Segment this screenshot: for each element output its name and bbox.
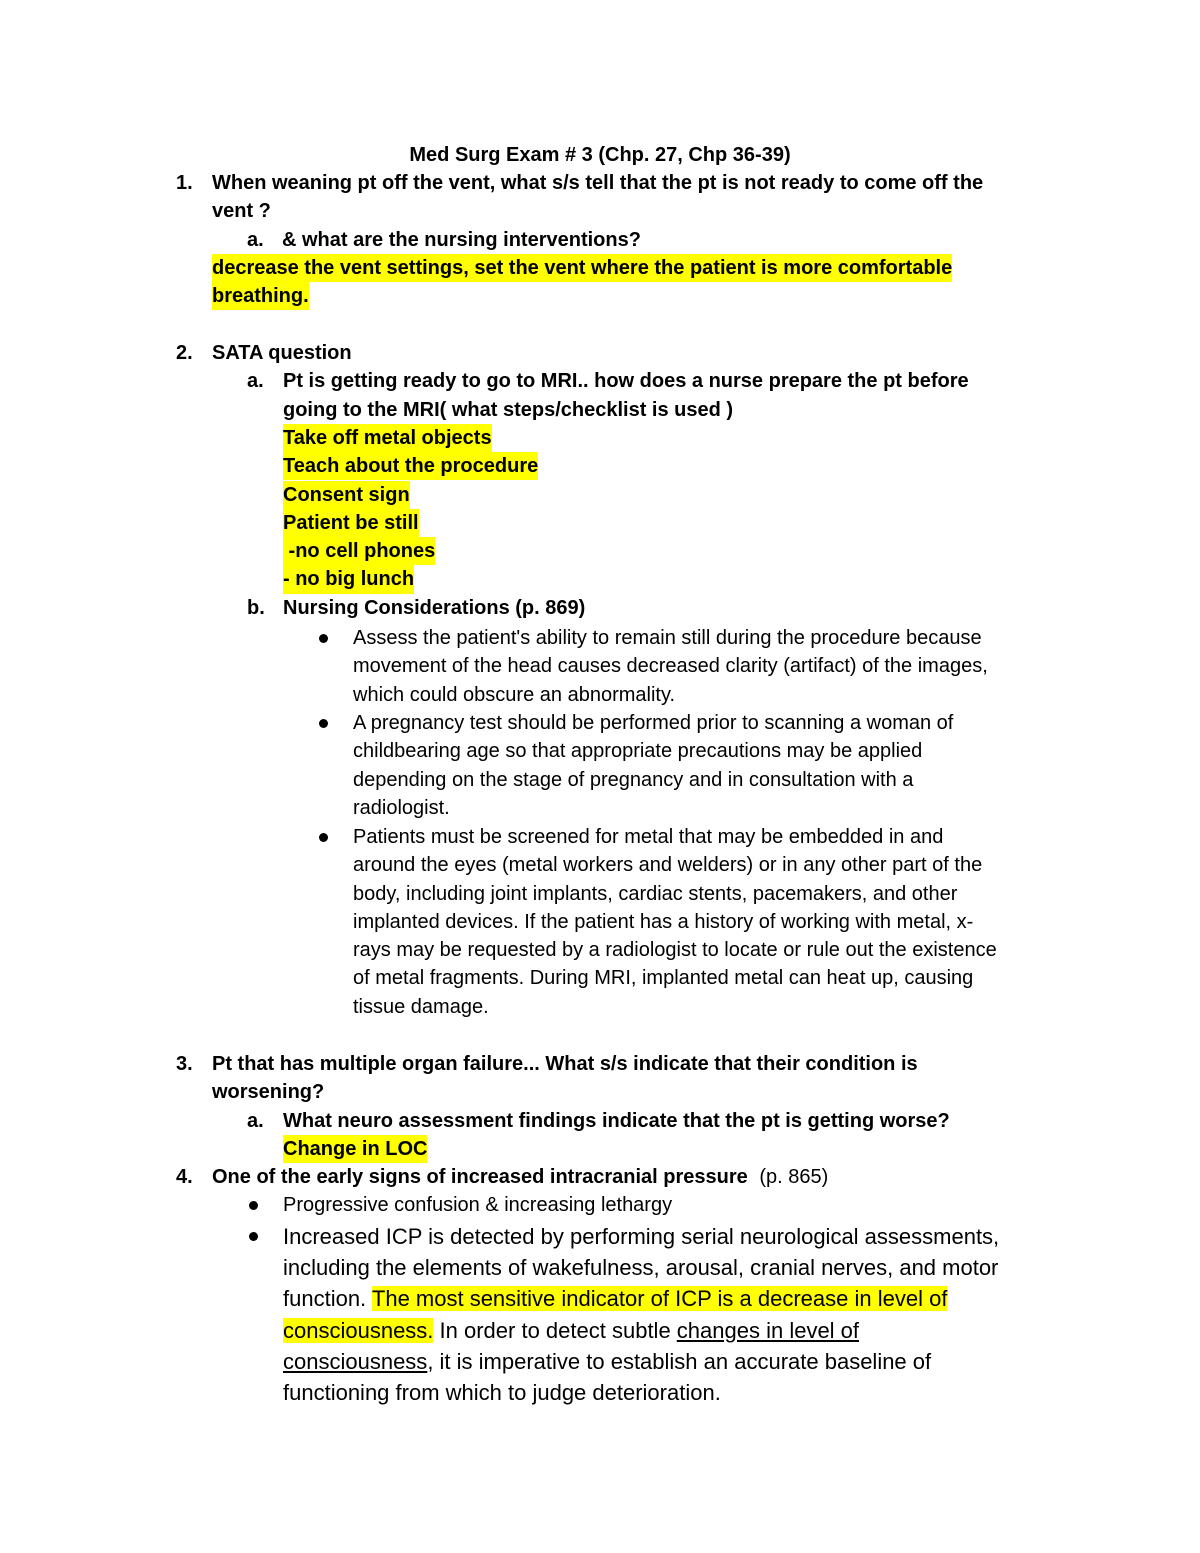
question-3-line-2: worsening? <box>212 1081 325 1104</box>
question-1 <box>176 169 1076 308</box>
bullet-dot-icon <box>319 634 328 643</box>
mri-bullet-3-line-4: implanted devices. If the patient has a history of working with metal, x- <box>353 910 974 933</box>
icp-bullet-2-line-3-plain: function. <box>283 1286 372 1312</box>
question-3-sub-a: What neuro assessment findings indicate that the pt is getting worse? <box>283 1109 950 1132</box>
question-1-sub-a: & what are the nursing interventions? <box>282 228 641 251</box>
mri-bullet-3-line-3: body, including joint implants, cardiac stents, pacemakers, and other <box>353 882 958 905</box>
question-4-number: 4. <box>176 1166 193 1188</box>
mri-bullet-2-line-2: childbearing age so that appropriate precautions may be applied <box>353 740 923 763</box>
mri-bullet-3-line-5: rays may be requested by a radiologist to locate or rule out the existence <box>353 939 997 962</box>
question-2-sub-a-line-2: going to the MRI( what steps/checklist is used ) <box>283 398 734 421</box>
question-2-sub-b: Nursing Considerations (p. 869) <box>283 596 586 619</box>
question-1-answer-line-2: breathing. <box>212 282 309 310</box>
mri-bullet-2-line-1: A pregnancy test should be performed prior to scanning a woman of <box>353 712 954 734</box>
mri-bullet-2-line-3: depending on the stage of pregnancy and in consultation with a <box>353 768 914 791</box>
question-3-answer: Change in LOC <box>283 1135 427 1163</box>
question-4-page-ref: (p. 865) <box>759 1166 829 1188</box>
question-2-answer-3: Consent sign <box>283 481 410 509</box>
mri-bullet-2 <box>353 709 1113 822</box>
icp-bullet-2-line-4-plain: In order to detect subtle <box>433 1317 677 1343</box>
icp-key-indicator-highlight: The most sensitive indicator of ICP is a decrease in level of <box>371 1286 948 1312</box>
question-3-number: 3. <box>176 1053 193 1075</box>
icp-key-indicator-highlight-end: consciousness. <box>283 1317 434 1343</box>
question-2-sub-a-line-1: Pt is getting ready to go to MRI.. how does a nurse prepare the pt before <box>283 370 969 393</box>
mri-bullet-3-line-7: tissue damage. <box>353 995 489 1018</box>
mri-bullet-3-line-1: Patients must be screened for metal that may be embedded in and <box>353 826 944 848</box>
question-1-line-1: When weaning pt off the vent, what s/s tell that the pt is not ready to come off the <box>212 172 984 194</box>
icp-bullet-2-line-1: Increased ICP is detected by performing serial neurological assessments, <box>283 1224 1000 1249</box>
question-1-sub-a-marker: a. <box>247 228 264 251</box>
mri-bullet-2-line-4: radiologist. <box>353 796 450 819</box>
question-2-answer-5: -no cell phones <box>283 537 435 565</box>
question-1-line-2: vent ? <box>212 200 271 223</box>
question-3 <box>176 1050 1076 1160</box>
question-2-number: 2. <box>176 342 193 364</box>
loc-changes-underline: changes in level of <box>676 1317 860 1343</box>
bullet-dot-icon <box>249 1232 258 1241</box>
bullet-dot-icon <box>319 719 328 728</box>
icp-bullet-1: Progressive confusion & increasing lethargy <box>283 1194 673 1216</box>
question-4-text: One of the early signs of increased intracranial pressure <box>212 1166 748 1188</box>
question-2-answer-1: Take off metal objects <box>283 424 492 452</box>
bullet-dot-icon <box>249 1201 258 1210</box>
question-2-answer-2: Teach about the procedure <box>283 452 538 480</box>
mri-bullet-1-line-2: movement of the head causes decreased clarity (artifact) of the images, <box>353 655 988 678</box>
mri-bullet-3 <box>353 823 1113 1021</box>
question-2-sub-b-marker: b. <box>247 596 265 619</box>
mri-bullet-1-line-3: which could obscure an abnormality. <box>353 683 676 706</box>
question-3-line-1: Pt that has multiple organ failure... What s/s indicate that their condition is <box>212 1053 918 1075</box>
document-title: Med Surg Exam # 3 (Chp. 27, Chp 36-39) <box>409 144 791 166</box>
icp-bullet-2 <box>283 1221 1083 1408</box>
loc-changes-underline-end: consciousness <box>283 1348 428 1374</box>
icp-bullet-2-line-5-plain: , it is imperative to establish an accurate baseline of <box>427 1348 932 1374</box>
icp-bullet-2-line-6: functioning from which to judge deterioration. <box>283 1380 721 1406</box>
question-2-sub-a-marker: a. <box>247 370 264 393</box>
mri-bullet-1-line-1: Assess the patient's ability to remain still during the procedure because <box>353 627 982 649</box>
mri-bullet-3-line-6: of metal fragments. During MRI, implanted metal can heat up, causing <box>353 967 974 990</box>
question-1-answer-line-1: decrease the vent settings, set the vent where the patient is more comfortable <box>212 254 952 282</box>
question-1-number: 1. <box>176 172 193 194</box>
question-2-text: SATA question <box>212 342 352 364</box>
icp-bullet-2-line-2: including the elements of wakefulness, arousal, cranial nerves, and motor <box>283 1255 999 1281</box>
mri-bullet-3-line-2: around the eyes (metal workers and welders) or in any other part of the <box>353 854 983 877</box>
mri-bullet-1 <box>353 624 1113 709</box>
question-2-answer-6: - no big lunch <box>283 565 414 593</box>
question-2-answer-4: Patient be still <box>283 509 419 537</box>
bullet-dot-icon <box>319 833 328 842</box>
question-3-sub-a-marker: a. <box>247 1109 264 1132</box>
